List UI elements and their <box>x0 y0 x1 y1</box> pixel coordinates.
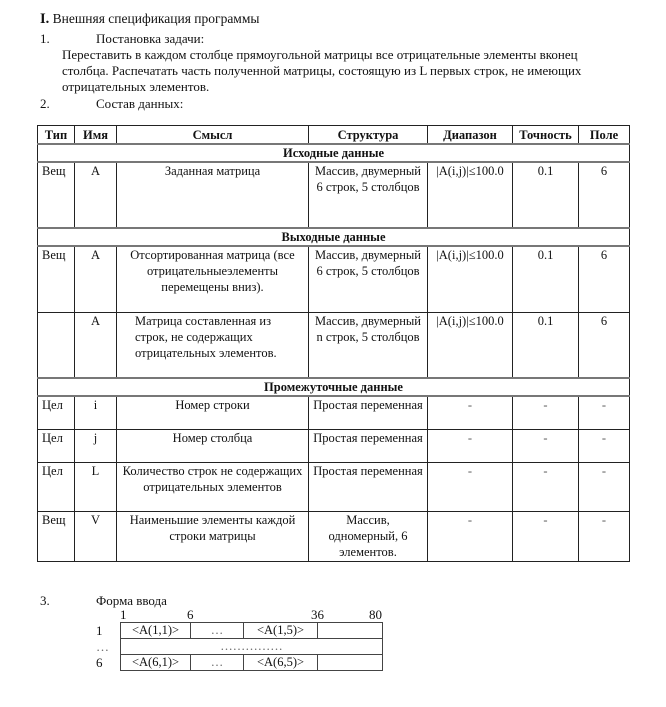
cell-type <box>38 312 75 378</box>
cell-type: Цел <box>38 429 75 462</box>
cell-field: - <box>579 396 630 429</box>
heading-title: Внешняя спецификация программы <box>52 11 260 26</box>
cell-range: - <box>428 396 513 429</box>
cell-field: 6 <box>579 312 630 378</box>
cell-meaning: Заданная матрица <box>117 162 309 228</box>
form-row-ellipsis <box>121 639 383 655</box>
cell-field: - <box>579 462 630 511</box>
ruler-mark-1: 1 <box>120 607 127 622</box>
section-intermediate-data: Промежуточные данные <box>38 378 630 396</box>
input-form-layout <box>120 622 383 671</box>
table-row <box>38 162 630 228</box>
cell-name: V <box>75 511 117 561</box>
form-cell <box>318 655 383 671</box>
cell-precision: 0.1 <box>513 162 579 228</box>
section3-title: Форма ввода <box>96 593 167 608</box>
cell-structure: Массив, одномерный, 6 элементов. <box>309 511 428 561</box>
cell-name: i <box>75 396 117 429</box>
table-row <box>38 462 630 511</box>
form-cell: <A(6,5)> <box>244 655 318 671</box>
cell-type: Вещ <box>38 162 75 228</box>
cell-type: Цел <box>38 462 75 511</box>
header-structure: Структура <box>309 126 428 145</box>
form-cell: … <box>191 623 244 639</box>
cell-range: - <box>428 429 513 462</box>
header-field: Поле <box>579 126 630 145</box>
cell-range: |A(i,j)|≤100.0 <box>428 162 513 228</box>
form-cell: <A(1,5)> <box>244 623 318 639</box>
cell-structure: Массив, двумерный 6 строк, 5 столбцов <box>309 246 428 312</box>
table-header-row <box>38 126 630 145</box>
header-type: Тип <box>38 126 75 145</box>
cell-name: j <box>75 429 117 462</box>
cell-structure: Простая переменная <box>309 462 428 511</box>
cell-type: Вещ <box>38 511 75 561</box>
section1-title: Постановка задачи: <box>96 31 205 46</box>
table-row <box>38 396 630 429</box>
cell-precision: - <box>513 429 579 462</box>
cell-meaning: Номер столбца <box>117 429 309 462</box>
cell-field: - <box>579 511 630 561</box>
section3-number: 3. <box>40 593 50 608</box>
ruler-mark-36: 36 <box>311 607 324 622</box>
cell-type: Вещ <box>38 246 75 312</box>
cell-range: |A(i,j)|≤100.0 <box>428 312 513 378</box>
cell-range: |A(i,j)|≤100.0 <box>428 246 513 312</box>
ruler-mark-80: 80 <box>369 607 382 622</box>
cell-name: A <box>75 312 117 378</box>
section-input-data: Исходные данные <box>38 144 630 162</box>
task-description: Переставить в каждом столбце прямоугольной матрицы все отрицательные элементы вконец столбца. Распечатать часть полученной матрицы, состоящую из L первых строк, не имеющих отрицательных элементов. <box>62 47 582 94</box>
cell-meaning: Номер строки <box>117 396 309 429</box>
spec-heading <box>40 11 259 27</box>
cell-type: Цел <box>38 396 75 429</box>
table-row <box>38 312 630 378</box>
row-label-1: 1 <box>96 623 103 638</box>
heading-roman: I. <box>40 11 50 27</box>
table-row <box>38 429 630 462</box>
form-cell: … <box>191 655 244 671</box>
cell-meaning: Отсортированная матрица (все отрицательныеэлементы перемещены вниз). <box>117 246 309 312</box>
header-name: Имя <box>75 126 117 145</box>
row-label-6: 6 <box>96 655 103 670</box>
header-meaning: Смысл <box>117 126 309 145</box>
cell-precision: 0.1 <box>513 246 579 312</box>
cell-name: L <box>75 462 117 511</box>
header-precision: Точность <box>513 126 579 145</box>
header-range: Диапазон <box>428 126 513 145</box>
cell-precision: 0.1 <box>513 312 579 378</box>
table-row <box>38 511 630 561</box>
cell-structure: Простая переменная <box>309 429 428 462</box>
cell-range: - <box>428 462 513 511</box>
cell-precision: - <box>513 396 579 429</box>
cell-structure: Простая переменная <box>309 396 428 429</box>
form-cell: <A(1,1)> <box>121 623 191 639</box>
section-output-data: Выходные данные <box>38 228 630 246</box>
section1-number: 1. <box>40 31 50 46</box>
cell-name: A <box>75 162 117 228</box>
section2-title: Состав данных: <box>96 96 184 111</box>
cell-precision: - <box>513 511 579 561</box>
cell-field: - <box>579 429 630 462</box>
form-cell: <A(6,1)> <box>121 655 191 671</box>
cell-precision: - <box>513 462 579 511</box>
cell-meaning: Наименьшие элементы каждой строки матрицы <box>117 511 309 561</box>
cell-name: A <box>75 246 117 312</box>
form-cell: …………… <box>121 639 383 655</box>
cell-field: 6 <box>579 246 630 312</box>
table-row <box>38 246 630 312</box>
ruler-mark-6: 6 <box>187 607 194 622</box>
cell-meaning: Количество строк не содержащих отрицательных элементов <box>117 462 309 511</box>
section2-number: 2. <box>40 96 50 111</box>
cell-structure: Массив, двумерный n строк, 5 столбцов <box>309 312 428 378</box>
cell-range: - <box>428 511 513 561</box>
cell-field: 6 <box>579 162 630 228</box>
form-row-6 <box>121 655 383 671</box>
cell-meaning: Матрица составленная из строк, не содержащих отрицательных элементов. <box>117 312 309 378</box>
data-composition-table <box>37 125 630 562</box>
form-row-1 <box>121 623 383 639</box>
cell-structure: Массив, двумерный 6 строк, 5 столбцов <box>309 162 428 228</box>
form-cell <box>318 623 383 639</box>
row-label-ellipsis: … <box>96 639 109 654</box>
